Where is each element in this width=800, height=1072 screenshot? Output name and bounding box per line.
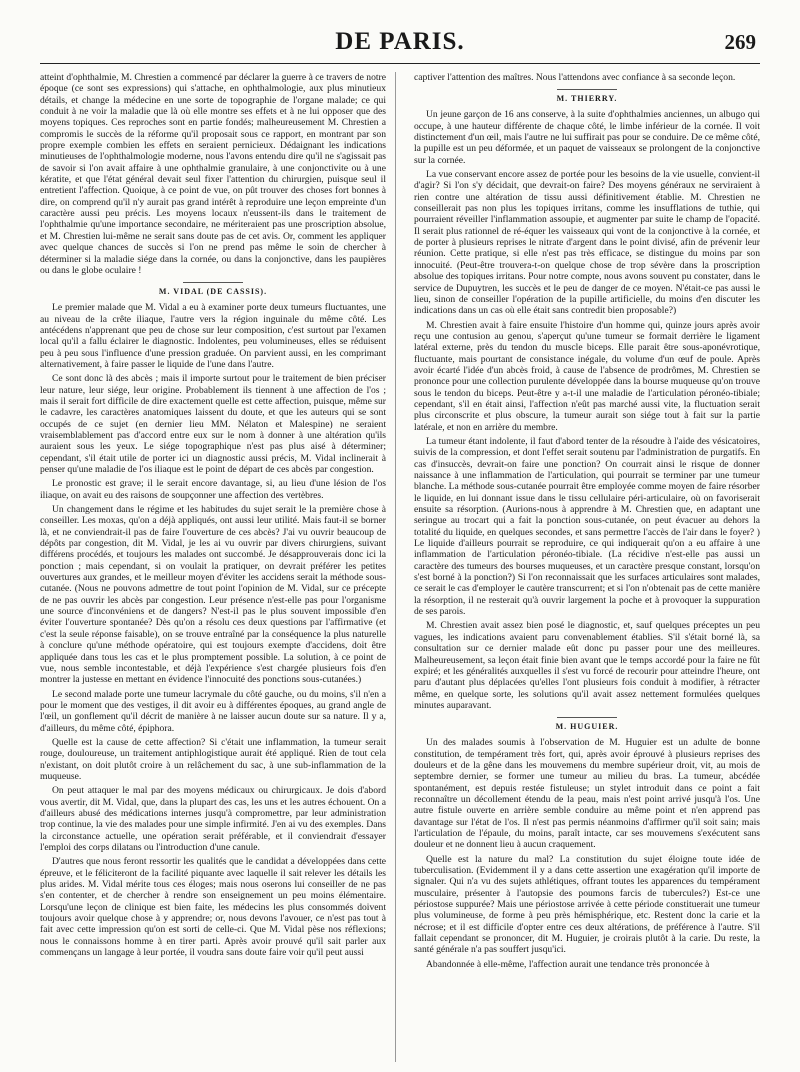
paragraph: Ce sont donc là des abcès ; mais il importe surtout pour le traitement de bien préciser leur nature, leur siége, leur origine. Probablement ils tiennent à une affection de l'os ; mais il serait fort difficile de dire exactement quelle est cette affection, puisque, même sur le cadavre, les caractères anatomiques laissent du doute, et que les auteurs qui se sont occupés de ce sujet (en dernier lieu MM. Nélaton et Malespine) ne seraient vraisemblablement pas d'accord entre eux sur le nom à donner à une altération qu'ils auraient sous les yeux. Le siége topographique n'est pas plus aisé à déterminer; cependant, s'il était utile de porter ici un diagnostic aussi précis, M. Vidal inclinerait à penser qu'une maladie de l'os iliaque est le point de départ de ces abcès par congestion.	[40, 373, 386, 475]
section-heading-huguier	[414, 717, 760, 731]
heading-rule	[183, 282, 243, 283]
paragraph: Un jeune garçon de 16 ans conserve, à la suite d'ophthalmies anciennes, un albugo qui occupe, à une hauteur différente de chaque côté, le limbe inférieur de la cornée. Il voit distinctement d'un œil, mais l'autre ne lui suffirait pas pour se conduire. De ce même côté, la pupille est un peu déformée, et un paquet de vaisseaux se prolongent de la conjonctive sur la cornée.	[414, 109, 760, 166]
section-heading-vidal	[40, 282, 386, 296]
paragraph: Le pronostic est grave; il le serait encore davantage, si, au lieu d'une lésion de l'os iliaque, on avait eu des raisons de soupçonner une affection des vertèbres.	[40, 478, 386, 501]
header-rule	[40, 63, 760, 64]
paragraph: Un des malades soumis à l'observation de M. Huguier est un adulte de bonne constitution, de tempérament très fort, qui, après avoir éprouvé à plusieurs reprises des douleurs et de la gêne dans les mouvemens du membre supérieur droit, vit, au mois de septembre dernier, se former une tumeur au milieu du bras. La tumeur, abcédée spontanément, est depuis restée fistuleuse; un stylet introduit dans ce point a fait reconnaître un décollement étendu de la peau, mais n'est point arrivé jusqu'à l'os. Une autre fistule ouverte en arrière semble conduire au même point et n'en apprend pas davantage sur l'état de l'os. Il n'est pas permis néanmoins d'affirmer qu'il soit sain; mais l'articulation de l'épaule, du moins, paraît intacte, car ses mouvemens s'exécutent sans douleur et ne donnent lieu à aucun craquement.	[414, 737, 760, 851]
paragraph: Quelle est la nature du mal? La constitution du sujet éloigne toute idée de tuberculisation. (Evidemment il y a dans cette assertion une exagération qu'il importe de signaler. Qui n'a vu des sujets athlétiques, offrant toutes les apparences du tempérament musculaire, présenter à l'autopsie des poumons farcis de tubercules?) Est-ce une périostose suppurée? Mais une périostose arrivée à cette période constituerait une tumeur plus volumineuse, de forme à peu près hémisphérique, etc. Restent donc la carie et la nécrose; et il est difficile d'opter entre ces deux altérations, de préférence à l'autre. S'il fallait cependant se prononcer, dit M. Huguier, je croirais plutôt à la carie. Du reste, la santé générale n'a pas souffert jusqu'ici.	[414, 853, 760, 956]
running-title: DE PARIS.	[335, 28, 465, 55]
paragraph: M. Chrestien avait assez bien posé le diagnostic, et, sauf quelques préceptes un peu vagues, les indications avaient paru convenablement établies. S'il s'était borné là, sa consultation sur ce dernier malade eût donc pu passer pour une des meilleures. Malheureusement, sa leçon était finie bien avant que le temps accordé pour la faire ne fût expiré; et les généralités auxquelles il s'est vu forcé de recourir pour atteindre l'heure, ont paru d'autant plus déplacées qu'elles l'ont plusieurs fois conduit à modifier, à rétracter même, en quelque sorte, les solutions qu'il avait assez nettement formulées quelques minutes auparavant.	[414, 620, 760, 711]
paragraph: Un changement dans le régime et les habitudes du sujet serait le la première chose à conseiller. Les moxas, qu'on a déjà appliqués, ont aussi leur utilité. Mais faut-il se borner là, et ne conviendrait-il pas de faire l'ouverture de ces abcès? J'ai vu ouvrir beaucoup de dépôts par congestion, dit M. Vidal, je les ai vu ouvrir par divers chirurgiens, suivant différens procédés, et toujours les malades ont succombé. Je désapprouverais donc ici la ponction ; mais cependant, si on voulait la pratiquer, on devrait préférer les petites ouvertures aux grandes, et le meilleur moyen d'éviter les accidens serait la méthode sous-cutanée. (Nous ne pouvons admettre de tout point l'opinion de M. Vidal, sur ce précepte de ne pas ouvrir les abcès par congestion. Leur présence n'est-elle pas pour l'organisme une source d'inconvéniens et de dangers? N'est-il pas le plus souvent impossible d'en éviter l'ouverture spontanée? Dès qu'on a résolu ces deux questions par l'affirmative (et c'est la seule réponse faisable), on se trouve entraîné par la conséquence la plus naturelle à conclure qu'une méthode opératoire, qui est toujours exempte d'accidens, doit être appliquée dans tous les cas et le plus promptement possible. La solution, à ce point de vue, nous semble incontestable, et déjà l'expérience s'est chargée plusieurs fois d'en montrer la justesse en mettant en évidence l'innocuité des ponctions sous-cutanées.)	[40, 504, 386, 686]
right-column	[414, 72, 760, 1062]
text-columns	[40, 72, 760, 1062]
left-column	[40, 72, 396, 1062]
paragraph: Quelle est la cause de cette affection? Si c'était une inflammation, la tumeur serait rouge, douloureuse, un traitement antiphlogistique aurait été appliqué. Rien de tout cela n'existant, on doit plutôt croire à un relâchement du sac, à une sub-inflammation de la muqueuse.	[40, 736, 386, 782]
section-heading-text: M. VIDAL (DE CASSIS).	[158, 287, 268, 297]
paragraph: La vue conservant encore assez de portée pour les besoins de la vie usuelle, convient-il d'agir? Si l'on s'y décidait, que devrait-on faire? Des moyens généraux ne serviraient à rien contre une altération de tissu aussi définitivement établie. M. Chrestien ne conseillerait pas non plus les topiques irritans, comme les insufflations de tuthie, qui pourraient réveiller l'inflammation assoupie, et augmenter par suite le champ de l'opacité. Il serait plus rationnel de ré-équer les vaisseaux qui vont de la conjonctive à la cornée, et de porter à plusieurs reprises le nitrate d'argent dans le point divisé, afin de prévenir leur réunion. Cette pratique, si elle n'est pas très efficace, se distingue du moins par son innocuité. (Peut-être trouvera-t-on quelque chose de trop sévère dans la proscription absolue des topiques irritans. Pour notre compte, nous avons souvent pu constater, dans le service de Dupuytren, les succès et le peu de danger de ce moyen. N'était-ce pas aussi le lieu, sinon de conseiller l'opération de la pupille artificielle, du moins d'en discuter les indications dans un cas où elle était sans contredit bien proposable?)	[414, 169, 760, 317]
paragraph: Le premier malade que M. Vidal a eu à examiner porte deux tumeurs fluctuantes, une au niveau de la crête iliaque, l'autre vers la région inguinale du même côté. Les antécédens n'apprenant que peu de chose sur leur composition, c'est surtout par l'examen local qu'il a fallu éclairer le diagnostic. Indolentes, peu volumineuses, elles se réduisent peu à peu sous l'influence d'une pression graduée. On parvient aussi, en les comprimant alternativement, à faire passer le liquide de l'une dans l'autre.	[40, 302, 386, 370]
heading-rule	[557, 717, 617, 718]
section-heading-text: M. THIERRY.	[556, 94, 618, 104]
section-heading-text: M. HUGUIER.	[555, 722, 619, 732]
paragraph: Le second malade porte une tumeur lacrymale du côté gauche, ou du moins, s'il n'en a pour le moment que des vestiges, il dit avoir eu à différentes époques, au grand angle de l'œil, un gonflement qu'il décrit de manière à ne laisser aucun doute sur sa nature. Il y a, d'ailleurs, du même côté, épiphora.	[40, 688, 386, 734]
paragraph: On peut attaquer le mal par des moyens médicaux ou chirurgicaux. Je dois d'abord vous avertir, dit M. Vidal, que, dans la plupart des cas, les uns et les autres échouent. On a d'ailleurs abusé des médications internes jusqu'à compromettre, par leur administration trop continue, la vie des malades pour une simple infirmité. J'en ai vu des exemples. Dans la circonstance actuelle, une opération serait préférable, et il conviendrait d'essayer l'emploi des corps dilatans ou l'introduction d'une canule.	[40, 785, 386, 853]
page-number: 269	[724, 30, 756, 54]
paragraph: captiver l'attention des maîtres. Nous l'attendons avec confiance à sa seconde leçon.	[414, 72, 736, 83]
paragraph: D'autres que nous feront ressortir les qualités que le candidat a développées dans cette épreuve, et le féliciteront de la facilité piquante avec laquelle il sait relever les détails les plus arides. M. Vidal mérite tous ces éloges; mais nous oserons lui conseiller de ne pas s'en contenter, et de chercher à rendre son enseignement un peu moins élémentaire. Lorsqu'une leçon de clinique est bien faite, les médecins les plus consommés doivent toujours avoir quelque chose à y apprendre; or, nous devons l'avouer, ce n'est pas tout à fait avec cette impression qu'on est sorti de celle-ci. Que M. Vidal pèse nos réflexions; nous le connaissons homme à en tirer parti. Après avoir prouvé qu'il sait parler aux commençans un langage à leur portée, il voudra sans doute faire voir qu'il peut aussi	[40, 856, 386, 959]
paragraph: M. Chrestien avait à faire ensuite l'histoire d'un homme qui, quinze jours après avoir reçu une contusion au genou, s'aperçut qu'une tumeur se formait derrière le ligament latéral externe, près du tendon du muscle biceps. Elle parait être sous-aponévrotique, fluctuante, mais pourtant de consistance inégale, du volume d'un œuf de poule. Après avoir écarté l'idée d'un abcès froid, à cause de l'absence de prodrômes, M. Chrestien se prononce pour une collection purulente développée dans la bourse muqueuse qu'on trouve sous le tendon du biceps. Peut-être y a-t-il une maladie de l'articulation péronéo-tibiale; cependant, s'il en était ainsi, l'affection n'eût pas marché aussi vite, la fluctuation serait plus circonscrite et plus obscure, la tumeur aurait son siége tout à fait sur la partie latérale, et non en arrière du membre.	[414, 319, 760, 433]
paragraph: atteint d'ophthalmie, M. Chrestien a commencé par déclarer la guerre à ce travers de notre époque (ce sont ses expressions) qui s'attache, en ophthalmologie, aux plus minutieux détails, et change la médecine en une sorte de topographie de l'organe malade; ce qui conduit à ne voir la maladie que là où elle montre ses effets et à ne lui opposer que des moyens topiques. Ces reproches sont en partie fondés; malheureusement M. Chrestien a compromis le succès de la réforme qu'il proposait sous ce rapport, en montrant par son propre exemple combien les effets en seraient pernicieux. Dédaignant les indications minutieuses de l'ophthalmologie moderne, nous l'avons entendu dire qu'il ne s'agissait pas de savoir si l'on avait affaire à une ophthalmie granulaire, à une conjonctivite ou à une kératite, et que l'état général devait seul fixer l'attention du chirurgien, puisque seul il entretient l'affection. Quoique, à ce point de vue, on pût trouver des choses fort bonnes à dire, on comprend qu'il n'y aurait pas grand intérêt à reproduire une leçon empreinte d'un caractère aussi peu précis. Les moyens locaux n'eussent-ils dans le traitement de l'ophthalmie qu'une importance secondaire, ne mériteraient pas une proscription absolue, et M. Chrestien lui-même ne serait sans doute pas de cet avis. Or, comment les appliquer avec quelque chances de succès si l'on ne prend pas même le soin de chercher à déterminer si la maladie siége dans la cornée, ou dans la conjonctive, dans les paupières ou dans le globe oculaire !	[40, 72, 386, 276]
page-header	[40, 24, 760, 72]
heading-rule	[557, 89, 617, 90]
paragraph: Abandonnée à elle-même, l'affection aurait une tendance très prononcée à	[426, 958, 710, 970]
section-heading-thierry	[414, 89, 760, 103]
paragraph: La tumeur étant indolente, il faut d'abord tenter de la résoudre à l'aide des vésicatoires, suivis de la compression, et dont l'effet serait soutenu par l'administration de purgatifs. En cas d'insuccès, devrait-on faire une ponction? On courrait ainsi le risque de donner naissance à une inflammation de l'articulation, qui pourrait se terminer par une tumeur blanche. La méthode sous-cutanée pourrait être employée comme moyen de faire résorber le liquide, en lui donnant issue dans le tissu cellulaire péri-articulaire, où on favoriserait ensuite sa résorption. (Aurions-nous à apprendre à M. Chrestien que, en adaptant une seringue au trocart qui a fait la ponction sous-cutanée, on peut évacuer au dehors la totalité du liquide, en quelques secondes, et sans permettre l'accès de l'air dans le foyer? ) Le liquide d'ailleurs pourrait se reproduire, ce qui indiquerait qu'on a eu affaire à une inflammation de l'articulation péronéo-tibiale. (La récidive n'est-elle pas aussi un caractère des tumeurs des bourses muqueuses, et un caractère presque constant, lorsqu'on s'est borné à la ponction?) Si l'on reconnaissait que les surfaces articulaires sont malades, ce serait le cas d'employer le cautère transcurrent; et si l'on n'obtenait pas de cette manière la résorption, il ne resterait qu'à ouvrir largement la poche et à provoquer la suppuration de ses parois.	[414, 435, 760, 618]
